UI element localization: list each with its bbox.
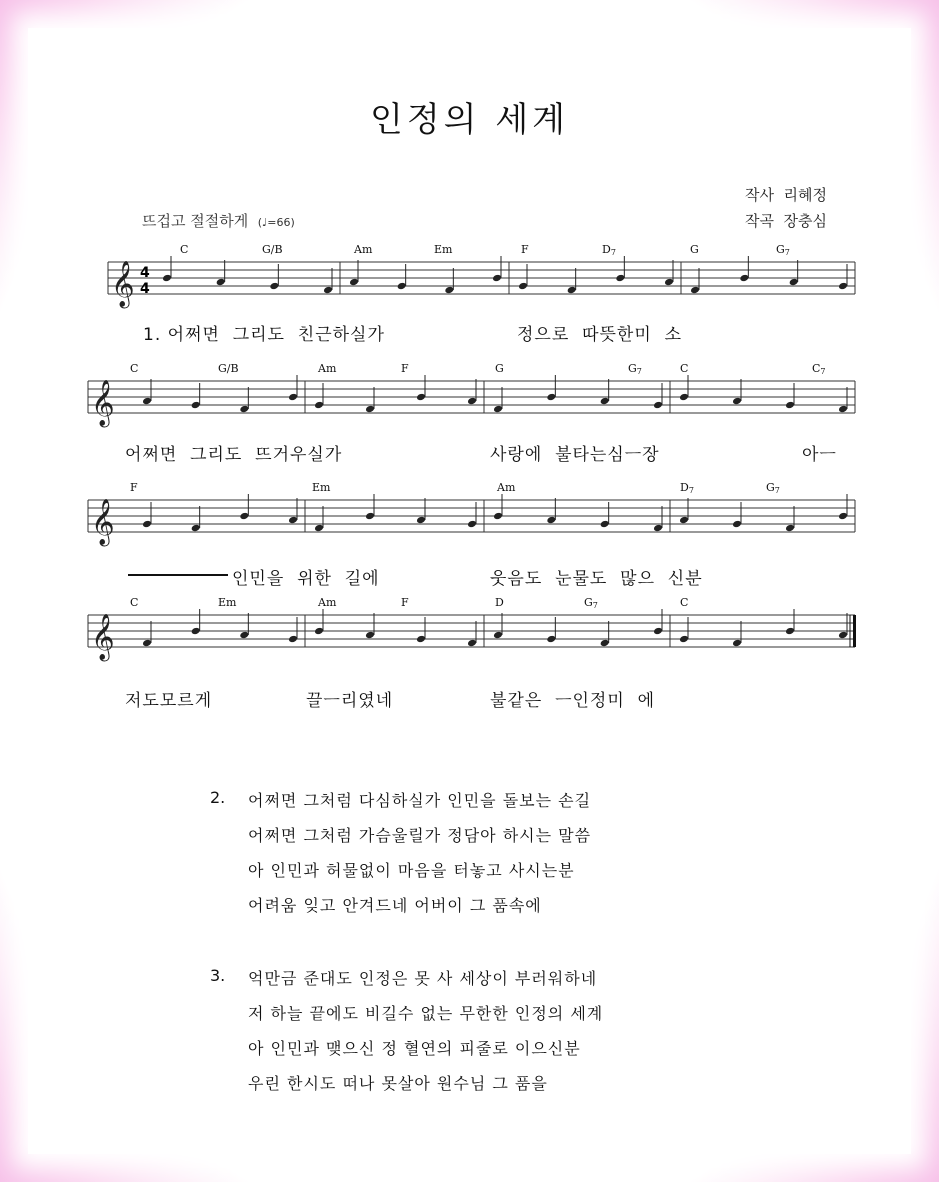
- verse-line: 저 하늘 끝에도 비길수 없는 무한한 인정의 세계: [248, 1004, 604, 1023]
- note-head: [789, 278, 799, 287]
- chord-symbol: C: [680, 362, 689, 375]
- chord-symbol: F: [401, 596, 409, 609]
- note-head: [785, 401, 795, 410]
- note-head: [493, 512, 503, 521]
- note-head: [239, 405, 249, 414]
- note-head: [314, 524, 324, 533]
- note-head: [467, 397, 477, 406]
- note-head: [664, 278, 674, 287]
- chord-symbol: G7: [584, 596, 598, 610]
- lyric-line-2b: 사랑에 불타는심ㅡ장: [490, 445, 660, 465]
- note-head: [314, 627, 324, 636]
- chord-symbol: Em: [312, 481, 331, 494]
- note-head: [365, 631, 375, 640]
- note-head: [732, 397, 742, 406]
- note-head: [785, 524, 795, 533]
- note-head: [653, 627, 663, 636]
- note-head: [739, 274, 749, 283]
- chord-symbol: C: [680, 596, 689, 609]
- chord-symbol: D7: [602, 243, 616, 257]
- note-head: [467, 520, 477, 529]
- note-head: [492, 274, 502, 283]
- verse-line: 우린 한시도 떠나 못살아 원수님 그 품을: [248, 1074, 548, 1093]
- note-head: [679, 393, 689, 402]
- chord-symbol: G7: [628, 362, 642, 376]
- lyric-line-4a: 저도모르게: [125, 691, 213, 711]
- note-head: [191, 627, 201, 636]
- chord-symbol: G7: [776, 243, 790, 257]
- verse-number: 3.: [210, 966, 226, 985]
- note-head: [679, 516, 689, 525]
- note-head: [546, 635, 556, 644]
- chord-symbol: C: [130, 596, 139, 609]
- chord-symbol: Am: [354, 243, 373, 256]
- note-head: [142, 520, 152, 529]
- lyric-line-2c: 아ㅡ: [802, 445, 837, 465]
- chord-symbol: Am: [497, 481, 516, 494]
- note-head: [288, 635, 298, 644]
- verse-line: 아 인민과 허물없이 마음을 터놓고 사시는분: [248, 861, 575, 880]
- note-head: [467, 639, 477, 648]
- composer-credit: 작곡 장충심: [745, 212, 828, 230]
- treble-clef: 𝄞: [91, 499, 115, 545]
- note-head: [838, 631, 848, 640]
- note-head: [397, 282, 407, 291]
- note-head: [600, 639, 610, 648]
- note-head: [416, 516, 426, 525]
- note-head: [314, 401, 324, 410]
- chord-symbol: G/B: [262, 243, 283, 256]
- note-head: [142, 397, 152, 406]
- chord-symbol: Em: [218, 596, 237, 609]
- note-head: [444, 286, 454, 295]
- note-head: [269, 282, 279, 291]
- note-head: [838, 512, 848, 521]
- time-signature-bottom: 4: [140, 281, 150, 297]
- note-head: [416, 393, 426, 402]
- chord-symbol: G/B: [218, 362, 239, 375]
- note-head: [288, 393, 298, 402]
- note-head: [416, 635, 426, 644]
- note-head: [239, 631, 249, 640]
- lyric-line-4c: 불같은 ㅡ인정미 에: [490, 691, 655, 711]
- chord-symbol: C: [180, 243, 189, 256]
- note-head: [239, 512, 249, 521]
- treble-clef: 𝄞: [91, 614, 115, 660]
- chord-symbol: F: [401, 362, 409, 375]
- note-head: [679, 635, 689, 644]
- chord-symbol: G: [495, 362, 504, 375]
- lyric-extender: [128, 574, 228, 576]
- lyric-line-1b: 정으로 따뜻한미 소: [517, 325, 682, 345]
- note-head: [216, 278, 226, 287]
- final-barline-thick: [853, 615, 856, 647]
- treble-clef: 𝄞: [111, 261, 135, 307]
- verse-number: 2.: [210, 788, 226, 807]
- time-signature-top: 4: [140, 265, 150, 281]
- chord-symbol: F: [130, 481, 138, 494]
- lyric-line-1a: 1. 어쩌면 그리도 친근하실가: [143, 325, 385, 345]
- note-head: [365, 512, 375, 521]
- note-head: [546, 393, 556, 402]
- lyric-line-3a: 인민을 위한 길에: [232, 569, 380, 589]
- lyric-line-3b: 웃음도 눈물도 많으 신분: [490, 569, 703, 589]
- note-head: [615, 274, 625, 283]
- note-head: [349, 278, 359, 287]
- note-head: [142, 639, 152, 648]
- chord-symbol: D: [495, 596, 504, 609]
- note-head: [653, 401, 663, 410]
- chord-symbol: Am: [318, 596, 337, 609]
- lyric-line-2a: 어쩌면 그리도 뜨거우실가: [125, 445, 343, 465]
- note-head: [493, 405, 503, 414]
- verse-line: 아 인민과 맺으신 정 혈연의 피줄로 이으신분: [248, 1039, 581, 1058]
- chord-symbol: Em: [434, 243, 453, 256]
- note-head: [493, 631, 503, 640]
- note-head: [288, 516, 298, 525]
- song-title: 인정의 세계: [369, 100, 570, 140]
- chord-symbol: F: [521, 243, 529, 256]
- tempo-marking: 뜨겁고 절절하게 (♩=66): [142, 212, 295, 230]
- verse-line: 억만금 준대도 인정은 못 사 세상이 부러워하네: [248, 969, 598, 988]
- treble-clef: 𝄞: [91, 380, 115, 426]
- verse-line: 어려움 잊고 안겨드네 어버이 그 품속에: [248, 896, 542, 915]
- note-head: [785, 627, 795, 636]
- verse-line: 어쩌면 그처럼 다심하실가 인민을 돌보는 손길: [248, 791, 592, 810]
- note-head: [191, 524, 201, 533]
- note-head: [191, 401, 201, 410]
- note-head: [732, 639, 742, 648]
- lyric-line-4b: 끌ㅡ리였네: [306, 691, 394, 711]
- note-head: [653, 524, 663, 533]
- note-head: [600, 397, 610, 406]
- chord-symbol: C: [130, 362, 139, 375]
- note-head: [732, 520, 742, 529]
- chord-symbol: C7: [812, 362, 826, 376]
- note-head: [567, 286, 577, 295]
- note-head: [838, 405, 848, 414]
- chord-symbol: G: [690, 243, 699, 256]
- note-head: [518, 282, 528, 291]
- note-head: [162, 274, 172, 283]
- chord-symbol: D7: [680, 481, 694, 495]
- note-head: [323, 286, 333, 295]
- lyricist-credit: 작사 리혜정: [745, 186, 828, 204]
- note-head: [546, 516, 556, 525]
- verse-line: 어쩌면 그처럼 가슴울릴가 정담아 하시는 말씀: [248, 826, 592, 845]
- note-head: [838, 282, 848, 291]
- note-head: [365, 405, 375, 414]
- chord-symbol: G7: [766, 481, 780, 495]
- note-head: [690, 286, 700, 295]
- note-head: [600, 520, 610, 529]
- chord-symbol: Am: [318, 362, 337, 375]
